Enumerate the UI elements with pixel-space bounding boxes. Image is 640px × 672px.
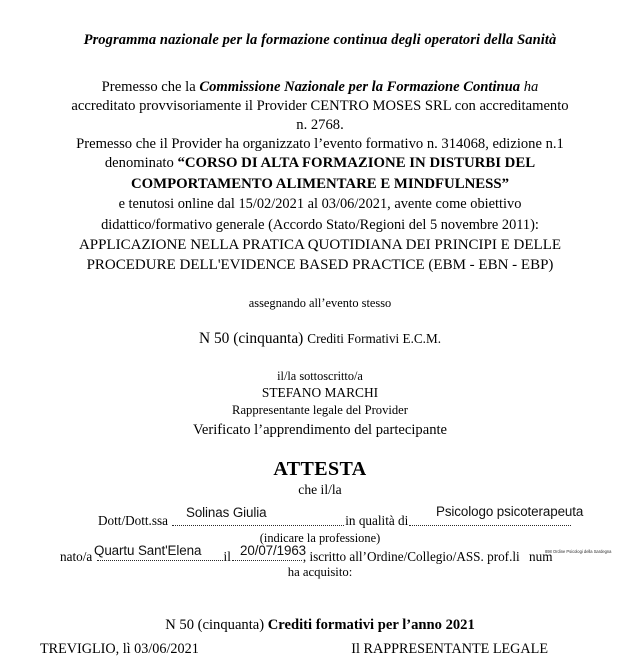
title-label: Dott/Dott.ssa (98, 513, 168, 529)
place-and-date: TREVIGLIO, lì 03/06/2021 (40, 641, 199, 657)
certificate-page (0, 32, 640, 672)
registry-number-value[interactable]: 898 Ordine Psicologi della Sardegna (545, 548, 612, 554)
course-title-line-2: COMPORTAMENTO ALIMENTARE E MINDFULNESS” (130, 175, 510, 192)
credits-amount: N 50 (cinquanta) (199, 330, 304, 348)
course-objective-ref: didattico/formativo generale (Accordo Stato/Regioni del 5 novembre 2011): (101, 217, 539, 234)
profession-value[interactable]: Psicologo psicoterapeuta (436, 504, 584, 520)
premise-line-1-prefix: Premesso che la (101, 79, 200, 95)
il-label: il (223, 549, 231, 565)
undersigned-label: il/la sottoscritto/a (277, 369, 363, 384)
birth-place-value[interactable]: Quartu Sant'Elena (94, 542, 202, 558)
final-credits-label: Crediti formativi per l’anno 2021 (267, 617, 475, 634)
denominato-label: denominato (104, 154, 178, 171)
in-qualita-label: in qualità di (345, 513, 409, 529)
accreditation-number: n. 2768. (296, 116, 344, 133)
signature-label: Il RAPPRESENTANTE LEGALE (351, 641, 548, 657)
course-title-line-1: “CORSO DI ALTA FORMAZIONE IN DISTURBI DEL (177, 154, 536, 171)
signatory-role: Rappresentante legale del Provider (232, 403, 408, 418)
premise-line-2: accreditato provvisoriamente il Provider CENTRO MOSES SRL con accreditamento (71, 97, 569, 114)
premise-line-1-suffix: ha (520, 79, 539, 95)
signatory-block (40, 368, 600, 440)
assigning-text: assegnando all’evento stesso (248, 296, 392, 311)
participant-form (40, 504, 612, 580)
page-title: Programma nazionale per la formazione continua degli operatori della Sanità (83, 32, 557, 48)
num-label: num (529, 549, 553, 565)
ha-acquisito-label: ha acquisito: (287, 565, 353, 580)
birth-registry-row (40, 542, 612, 565)
attesta-heading: ATTESTA (273, 458, 367, 481)
credits-awarded (40, 330, 600, 348)
course-dates-line: e tenutosi online dal 15/02/2021 al 03/06/2021, avente come obiettivo (118, 196, 522, 213)
premise-line-1 (40, 78, 600, 97)
credits-label: Crediti Formativi E.C.M. (307, 331, 441, 347)
profession-hint: (indicare la professione) (259, 530, 381, 545)
premise-block (40, 78, 600, 154)
signatory-name: STEFANO MARCHI (261, 385, 379, 401)
objective-line-2: PROCEDURE DELL'EVIDENCE BASED PRACTICE (EBM - EBN - EBP) (86, 257, 554, 274)
participant-name-row (40, 504, 600, 529)
born-label: nato/a (60, 549, 93, 565)
participant-name-value[interactable]: Solinas Giulia (186, 505, 267, 521)
birth-date-value[interactable]: 20/07/1963 (240, 542, 307, 558)
objective-line-1: APPLICAZIONE NELLA PRATICA QUOTIDIANA DEI PRINCIPI E DELLE (78, 236, 562, 253)
footer (40, 641, 600, 658)
premise-line-4: Premesso che il Provider ha organizzato l’evento formativo n. 314068, edizione n.1 (76, 135, 564, 152)
registry-label: , iscritto all’Ordine/Collegio/ASS. prof.li (302, 549, 520, 565)
verified-learning-text: Verificato l’apprendimento del partecipante (192, 422, 448, 439)
denominato-line (40, 154, 600, 173)
final-credits-line (40, 617, 600, 634)
commission-name: Commissione Nazionale per la Formazione Continua (199, 79, 521, 95)
final-credits-amount: N 50 (cinquanta) (165, 617, 268, 634)
che-il-la-label: che il/la (298, 482, 342, 498)
